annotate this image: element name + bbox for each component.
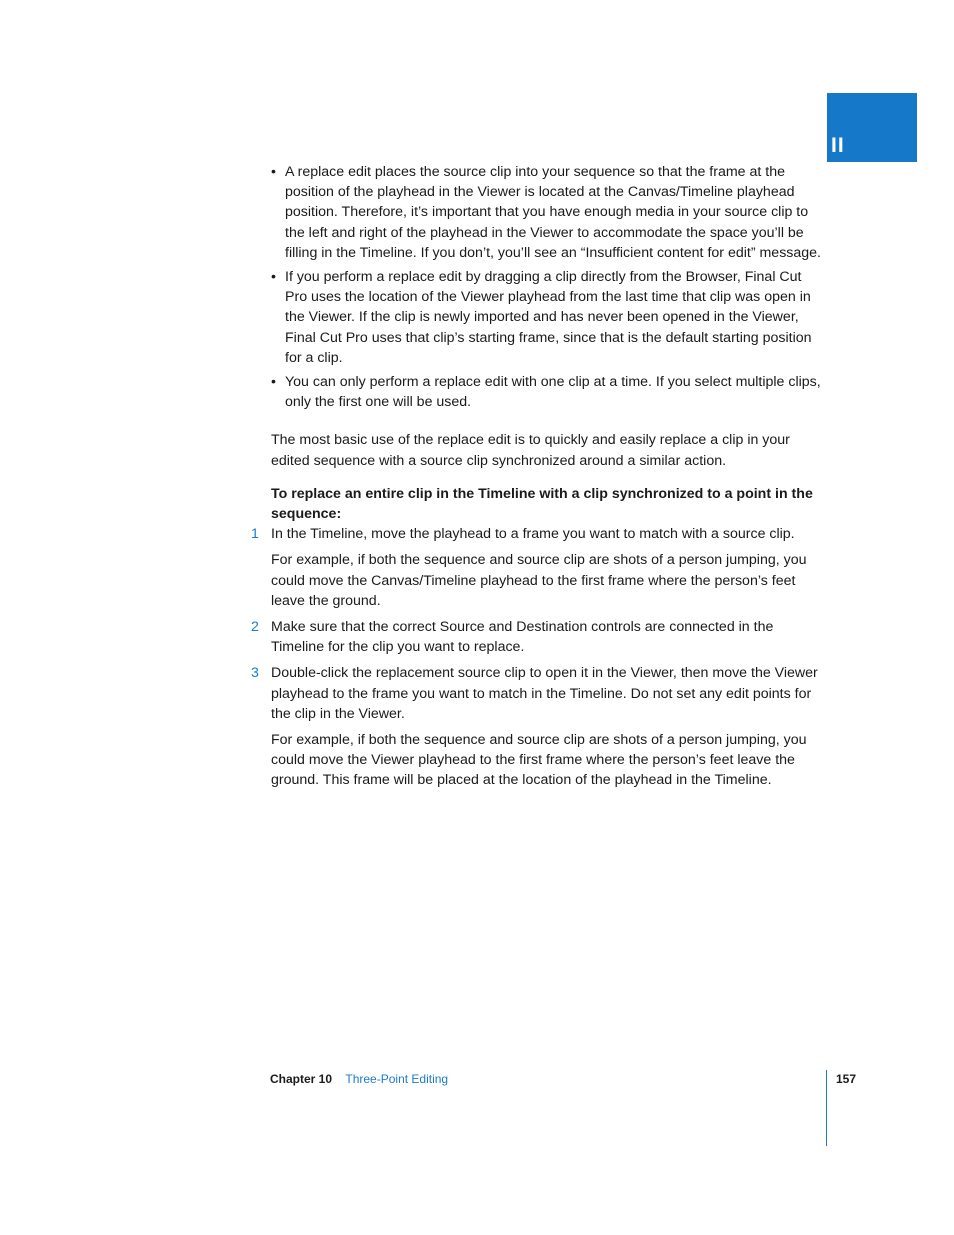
page-body: [251, 162, 823, 797]
step-note: For example, if both the sequence and source clip are shots of a person jumping, you could move the Canvas/Timeline playhead to the first frame where the person’s feet leave the ground.: [271, 552, 807, 609]
step-number: 3: [251, 665, 259, 682]
chapter-title-link[interactable]: Three-Point Editing: [345, 1072, 449, 1086]
section-tab-label: II: [831, 134, 845, 157]
step-text: In the Timeline, move the playhead to a frame you want to match with a source clip.: [271, 526, 795, 543]
step-item: [251, 617, 823, 657]
bullet-list: [271, 162, 823, 412]
step-list: [251, 524, 823, 790]
intro-paragraph: The most basic use of the replace edit is to quickly and easily replace a clip in your edited sequence with a source clip synchronized around a similar action.: [271, 432, 790, 469]
footer-divider: [826, 1070, 827, 1146]
section-tab: [827, 93, 917, 162]
task-heading: To replace an entire clip in the Timeline with a clip synchronized to a point in the sequence:: [271, 485, 813, 523]
step-item: [251, 663, 823, 790]
chapter-label: Chapter 10: [270, 1072, 333, 1086]
bullet-item: • If you perform a replace edit by dragging a clip directly from the Browser, Final Cut Pro uses the location of the Viewer playhead from the last time that clip was open in the Viewer. If the clip is newly imported and has never been opened in the Viewer, Final Cut Pro uses that clip’s starting frame, since that is the default starting position for a clip.: [271, 267, 823, 368]
step-number: 2: [251, 619, 259, 636]
page-number: 157: [836, 1072, 857, 1086]
step-text: Double-click the replacement source clip to open it in the Viewer, then move the Viewer playhead to the frame you want to match in the Timeline. Do not set any edit points for the clip in the Viewer.: [271, 665, 818, 722]
step-note: For example, if both the sequence and source clip are shots of a person jumping, you could move the Viewer playhead to the first frame where the person’s feet leave the ground. This frame will be placed at the location of the playhead in the Timeline.: [271, 732, 807, 789]
step-number: 1: [251, 526, 259, 543]
page-footer: [270, 1072, 448, 1086]
bullet-item: • A replace edit places the source clip into your sequence so that the frame at the position of the playhead in the Viewer is located at the Canvas/Timeline playhead position. Therefore, it’s important that you have enough media in your source clip to the left and right of the playhead in the Viewer to accommodate the space you’ll be filling in the Timeline. If you don’t, you’ll see an “Insufficient content for edit” message.: [271, 162, 823, 263]
bullet-item: • You can only perform a replace edit with one clip at a time. If you select multiple clips, only the first one will be used.: [271, 372, 823, 412]
step-text: Make sure that the correct Source and Destination controls are connected in the Timeline for the clip you want to replace.: [271, 619, 774, 656]
step-item: [251, 524, 823, 611]
